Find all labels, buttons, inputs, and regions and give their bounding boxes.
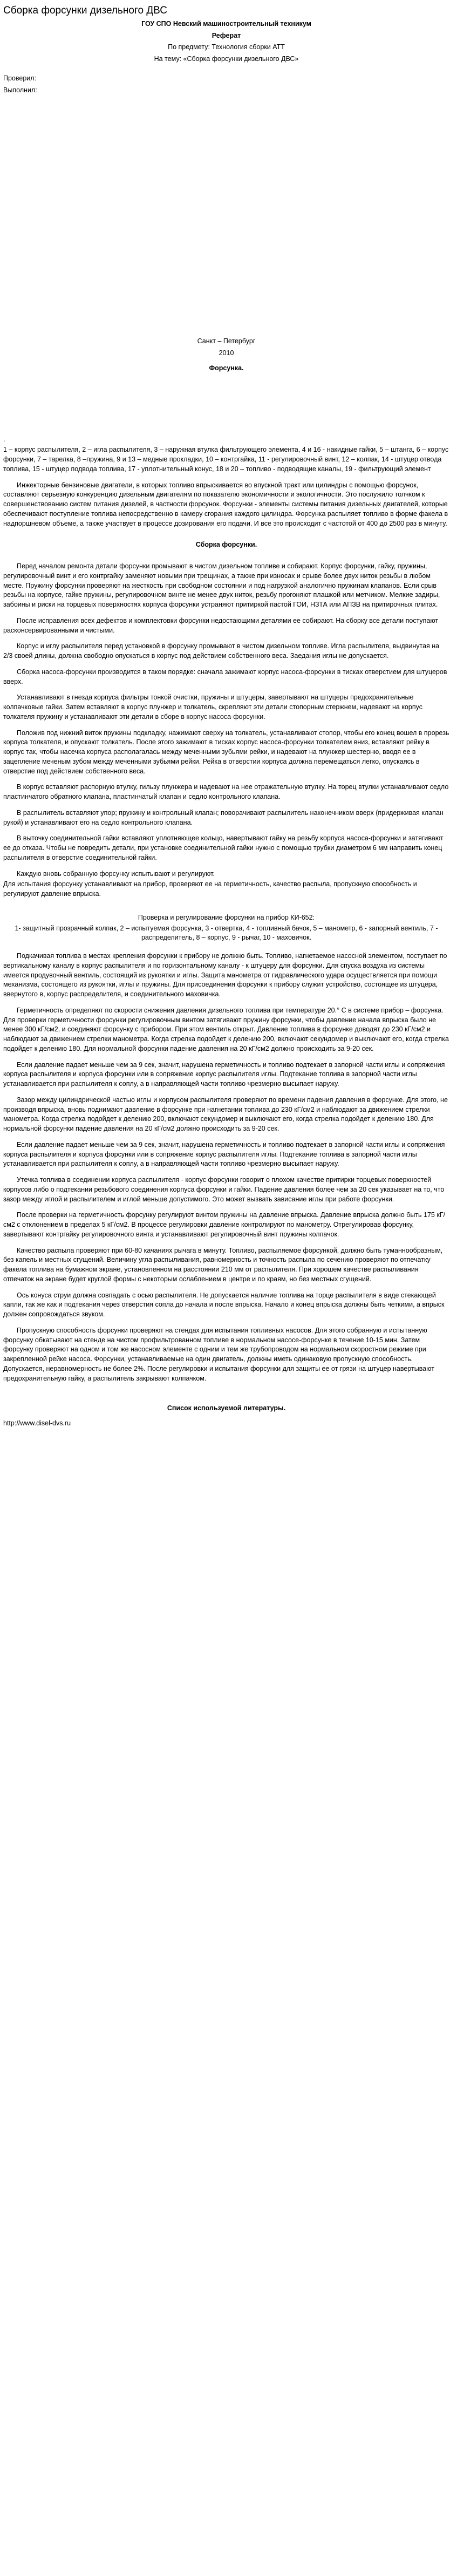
school-name: ГОУ СПО Невский машиностроительный техникум [141, 19, 311, 28]
testing-paragraph-3: Если давление падает меньше чем за 9 сек, значит, нарушена герметичность и топливо подтекает в запорной части иглы и сопряжения корпуса распылителя и корпуса форсунки или в сопряжение корпус распылителя иглы. Подтекание топлива в запорной части иглы устанавливается при распылителя к соплу, а в направляющей части топливо чрезмерно высыпает наружу. [3, 1061, 445, 1088]
done-by-line: Выполнил: [3, 86, 37, 94]
year-line: 2010 [219, 349, 234, 357]
assembly-paragraph-2: После исправления всех дефектов и комплектовки форсунки недостающими деталями ее собирают. На сборку все детали поступают расконсервированными и чистыми. [3, 616, 439, 634]
assembly-paragraph-11: Для испытания форсунку устанавливают на прибор, проверяют ее на герметичность, качество распыла, пропускную способность и регулируют давление впрыска. [3, 880, 417, 898]
testing-paragraph-6: Утечка топлива в соединении корпуса распылителя - корпус форсунки говорит о плохом качестве притирки торцевых поверхностей корпусов либо о подтекании резьбового соединения корпуса форсунки и гайки. Падение давления более чем за 20 сек указывает на то, что зазор между иглой и распылителем и иглой меньше допустимого. Это может вызвать зависание иглы при работе форсунки. [3, 1176, 445, 1203]
testing-paragraph-2: Герметичность определяют по скорости снижения давления дизельного топлива при температуре 20.° С в системе прибор – форсунка. Для проверки герметичности форсунки регулировочным винтом затягивают пружину форсунки, чтобы давление начала впрыска было не менее 300 кГ/см2, и соединяют форсунку с прибором. При этом вентиль открыт. Давление топлива в форсунке доводят до 230 кГ/см2 и наблюдают за движением стрелки манометра. Когда стрелка подойдет к делению 200, включают секундомер и выключают его, когда стрелка подойдет к делению 180. Для нормальной форсунки падение давления на 20 кГ/см2 должно происходить за 9-20 сек. [3, 1006, 449, 1052]
section-heading-injector: Форсунка. [209, 364, 244, 372]
source-url: http://www.disel-dvs.ru [3, 1419, 71, 1427]
topic-line: На тему: «Сборка форсунки дизельного ДВС» [154, 55, 299, 63]
testing-paragraph-7: После проверки на герметичность форсунку регулируют винтом пружины на давление впрыска. Давление впрыска должно быть 175 кГ/см2 с отклонением в пределах 5 кГ/см2. В процессе регулировки давление контролируют по манометру. Отрегулировав форсунку, завертывают контргайку регулировочного винта и устанавливают регулировочный винт пружины колпачок. [3, 1211, 446, 1238]
assembly-paragraph-7: В корпус вставляют распорную втулку, гильзу плунжера и надевают на нее отражательную втулку. На торец втулки устанавливают седло пластинчатого обратного клапана, пластинчатый клапан и седло контрольного клапана. [3, 783, 449, 800]
title-page-header [3, 19, 449, 96]
literature-heading: Список используемой литературы. [167, 1404, 286, 1412]
testing-heading: Проверка и регулирование форсунки на прибор КИ-652: [138, 913, 315, 921]
testing-paragraph-4: Зазор между цилиндрической частью иглы и корпусом распылителя проверяют по времени падения давления в форсунке. Для этого, не производя впрыска, вновь поднимают давление в форсунке при нагнетании топлива до 230 кГ/см2 и наблюдают за движением стрелки манометра. Когда стрелка подойдет к делению 200, включают секундомер и выключают его, когда стрелка подойдет к делению 180. Для нормальной форсунки падение давления на 20 кГ/см2 должно происходить за 9-20 сек. [3, 1096, 448, 1132]
blank-space-figure [3, 376, 449, 435]
testing-paragraph-9: Ось конуса струи должна совпадать с осью распылителя. Не допускается наличие топлива на торце распылителя в виде стекающей капли, так же как и подтекания через отверстия сопла до начала и после впрыска. Начало и конец впрыска должны быть четкими, а впрыск должен сопровождаться звуком. [3, 1291, 445, 1318]
assembly-paragraph-3: Корпус и иглу распылителя перед установкой в форсунку промывают в чистом дизельном топливе. Игла распылителя, выдвинутая на 2/3 своей длины, должна свободно опускаться в корпус под действием собственного веса. Заедания иглы не допускается. [3, 642, 440, 660]
blank-space-end [3, 1390, 449, 1396]
parts-legend: 1 – корпус распылителя, 2 – игла распылителя, 3 – наружная втулка фильтрующего элемента, 4 и 16 - накидные гайки, 5 – штанга, 6 – корпус форсунки, 7 – тарелка, 8 –пружина, 9 и 13 – медные прокладки, 10 – контргайка, 11 - регулировочный винт, 12 – колпак, 14 - штуцер отвода топлива, 15 - штуцер подвода топлива, 17 - уплотнительный конус, 18 и 20 – топливо - подводящие каналы, 19 - фильтрующий элемент [3, 446, 449, 473]
intro-paragraph: Инжекторные бензиновые двигатели, в которых топливо впрыскивается во впускной тракт или цилиндры с помощью форсунок, составляют серьезную конкуренцию дизельным двигателям по показателю экономичности и экологичности. Это послужило толчком к совершенствованию систем питания дизелей, в частности форсунок. Форсунки - элементы системы питания дизельных двигателей, которые обеспечивают поступление топлива непосредственно в камеру сгорания каждого цилиндра. Форсунка распыляет топливо в форме факела в надпоршневом объеме, а также участвует в процессе дозирования его подачи. И все это происходит с частотой от 400 до 2500 раз в минуту. [3, 481, 448, 527]
testing-paragraph-10: Пропускную способность форсунки проверяют на стендах для испытания топливных насосов. Для этого собранную и испытанную форсунку обкатывают на стенде на чистом профильтрованном топливе в нормальном насосе-форсунке в течение 10-15 мин. Затем форсунку проверяют на одном и том же насосном элементе с одним и тем же трубопроводом на нормальном скоростном режиме при закрепленной рейке насоса. Форсунки, устанавливаемые на один двигатель, должны иметь одинаковую пропускную способность. Допускается, неравномерность не более 2%. После регулировки и испытания форсунки для защиты ее от грязи на штуцер навертывают предохранительную гайку, а распылитель закрывают колпачком. [3, 1326, 434, 1382]
assembly-heading: Сборка форсунки. [195, 541, 257, 549]
checked-by-line: Проверил: [3, 74, 37, 82]
assembly-paragraph-4: Сборка насоса-форсунки производится в таком порядке: сначала зажимают корпус насоса-форсунки в тисках отверстием для штуцеров вверх. [3, 668, 447, 685]
test-stand-legend: 1- защитный прозрачный колпак, 2 – испытуемая форсунка, 3 - отвертка, 4 - топливный бачок, 5 – манометр, 6 - запорный вентиль, 7 - распределитель, 8 – корпус, 9 - рычаг, 10 - маховичок. [15, 924, 438, 942]
city-line: Санкт – Петербург [197, 337, 256, 345]
testing-paragraph-1: Подкачивая топлива в местах крепления форсунки к прибору не должно быть. Топливо, нагнетаемое насосной элементом, поступает по вертикальному каналу в корпус распылителя и по горизонтальному каналу - к штуцеру для форсунки. Для спуска воздуха из системы имеется продувочный вентиль, состоящий из рукоятки и иглы. Защита манометра от гидравлического удара осуществляется при помощи механизма, состоящего из рукоятки, иглы и пружины. Для присоединения форсунки к прибору служит устройство, состоящее из штуцера, ввернутого в, корпус распределителя, и соединительного маховичка. [3, 952, 447, 998]
assembly-paragraph-8: В распылитель вставляют упор; пружину и контрольный клапан; поворачивают распылитель наконечником вверх (придерживая клапан рукой) и устанавливают его на седло контрольного клапана. [3, 808, 444, 826]
testing-paragraph-8: Качество распыла проверяют при 60-80 качаниях рычага в минуту. Топливо, распыляемое форсункой, должно быть туманнообразным, без капель и местных сгущений. Величину угла распыливания, равномерность и точность распыла по сечению проверяют по отпечатку факела топлива на бумажном экране, установленном на расстоянии 210 мм от распылителя. При хорошем качестве распыливания отпечаток на экране будет круглой формы с некоторым ослаблением в центре и по краям, но без местных сгущений. [3, 1246, 443, 1283]
assembly-paragraph-5: Устанавливают в гнезда корпуса фильтры тонкой очистки, пружины и штуцеры, завертывают на штуцеры предохранительные колпачковые гайки. Затем вставляют в корпус плунжер и толкатель, скрепляют эти детали стопорным стержнем, надевают на корпус толкателя пружину и устанавливают эти детали в сборе в корпус насоса-форсунки. [3, 694, 422, 721]
subject-line: По предмету: Технология сборки АТТ [168, 43, 285, 51]
figure-placeholder-dot: . [3, 435, 5, 443]
testing-paragraph-5: Если давление падает меньше чем за 9 сек, значит, нарушена герметичность и топливо подтекает в запорной части иглы и сопряжения корпуса распылителя и корпуса форсунки или в сопряжение корпус распылителя иглы. Подтекание топлива в запорной части иглы устанавливается при распылителя к соплу, а в направляющей части топливо чрезмерно высыпает наружу. [3, 1140, 445, 1168]
assembly-paragraph-9: В выточку соединительной гайки вставляют уплотняющее кольцо, навертывают гайку на резьбу корпуса насоса-форсунки и затягивают ее до отказа. Чтобы не повредить детали, при установке соединительной гайки нужно с помощью трубки диаметром 6 мм направить конец распылителя в отверстие соединительной гайки. [3, 834, 444, 861]
document-title: Сборка форсунки дизельного ДВС [3, 5, 167, 16]
assembly-paragraph-10: Каждую вновь собранную форсунку испытывают и регулируют. [17, 869, 215, 878]
assembly-paragraph-6: Положив под нижний виток пружины подкладку, нажимают сверху на толкатель, устанавливают стопор, чтобы его конец вошел в прорезь корпуса толкателя, и опускают толкатель. После этого зажимают в тисках корпус насоса-форсунки толкателем вниз, вставляют рейку в корпус так, чтобы насечка корпуса располагалась между меченными зубьями рейки, и надевают на плунжер шестерню, вводя ее в зацепление меченым зубом между меченными зубьями рейки. Рейка в отверстии корпуса должна перемещаться легко, опускаясь в отверстие под действием собственного веса. [3, 729, 449, 775]
referat-label: Реферат [212, 31, 241, 39]
assembly-paragraph-1: Перед началом ремонта детали форсунки промывают в чистом дизельном топливе и собирают. Корпус форсунки, гайку, пружины, регулировочный винт и его контргайку заменяют новыми при трещинах, а также при износах и срыве более двух ниток резьбы в любом месте. Пружину форсунки проверяют на жесткость при свободном состоянии и под нагрузкой аналогично пружинам клапанов. Если срыв резьбы на корпусе, гайке пружины, регулировочном винте не менее двух ниток, резьбу прогоняют плашкой или метчиком. Мелкие задиры, забоины и риски на торцевых поверхностях корпуса форсунки устраняют притиркой пастой ГОИ, НЗТА или АПЗВ на притирочных плитах. [3, 562, 440, 608]
blank-space [3, 97, 449, 335]
